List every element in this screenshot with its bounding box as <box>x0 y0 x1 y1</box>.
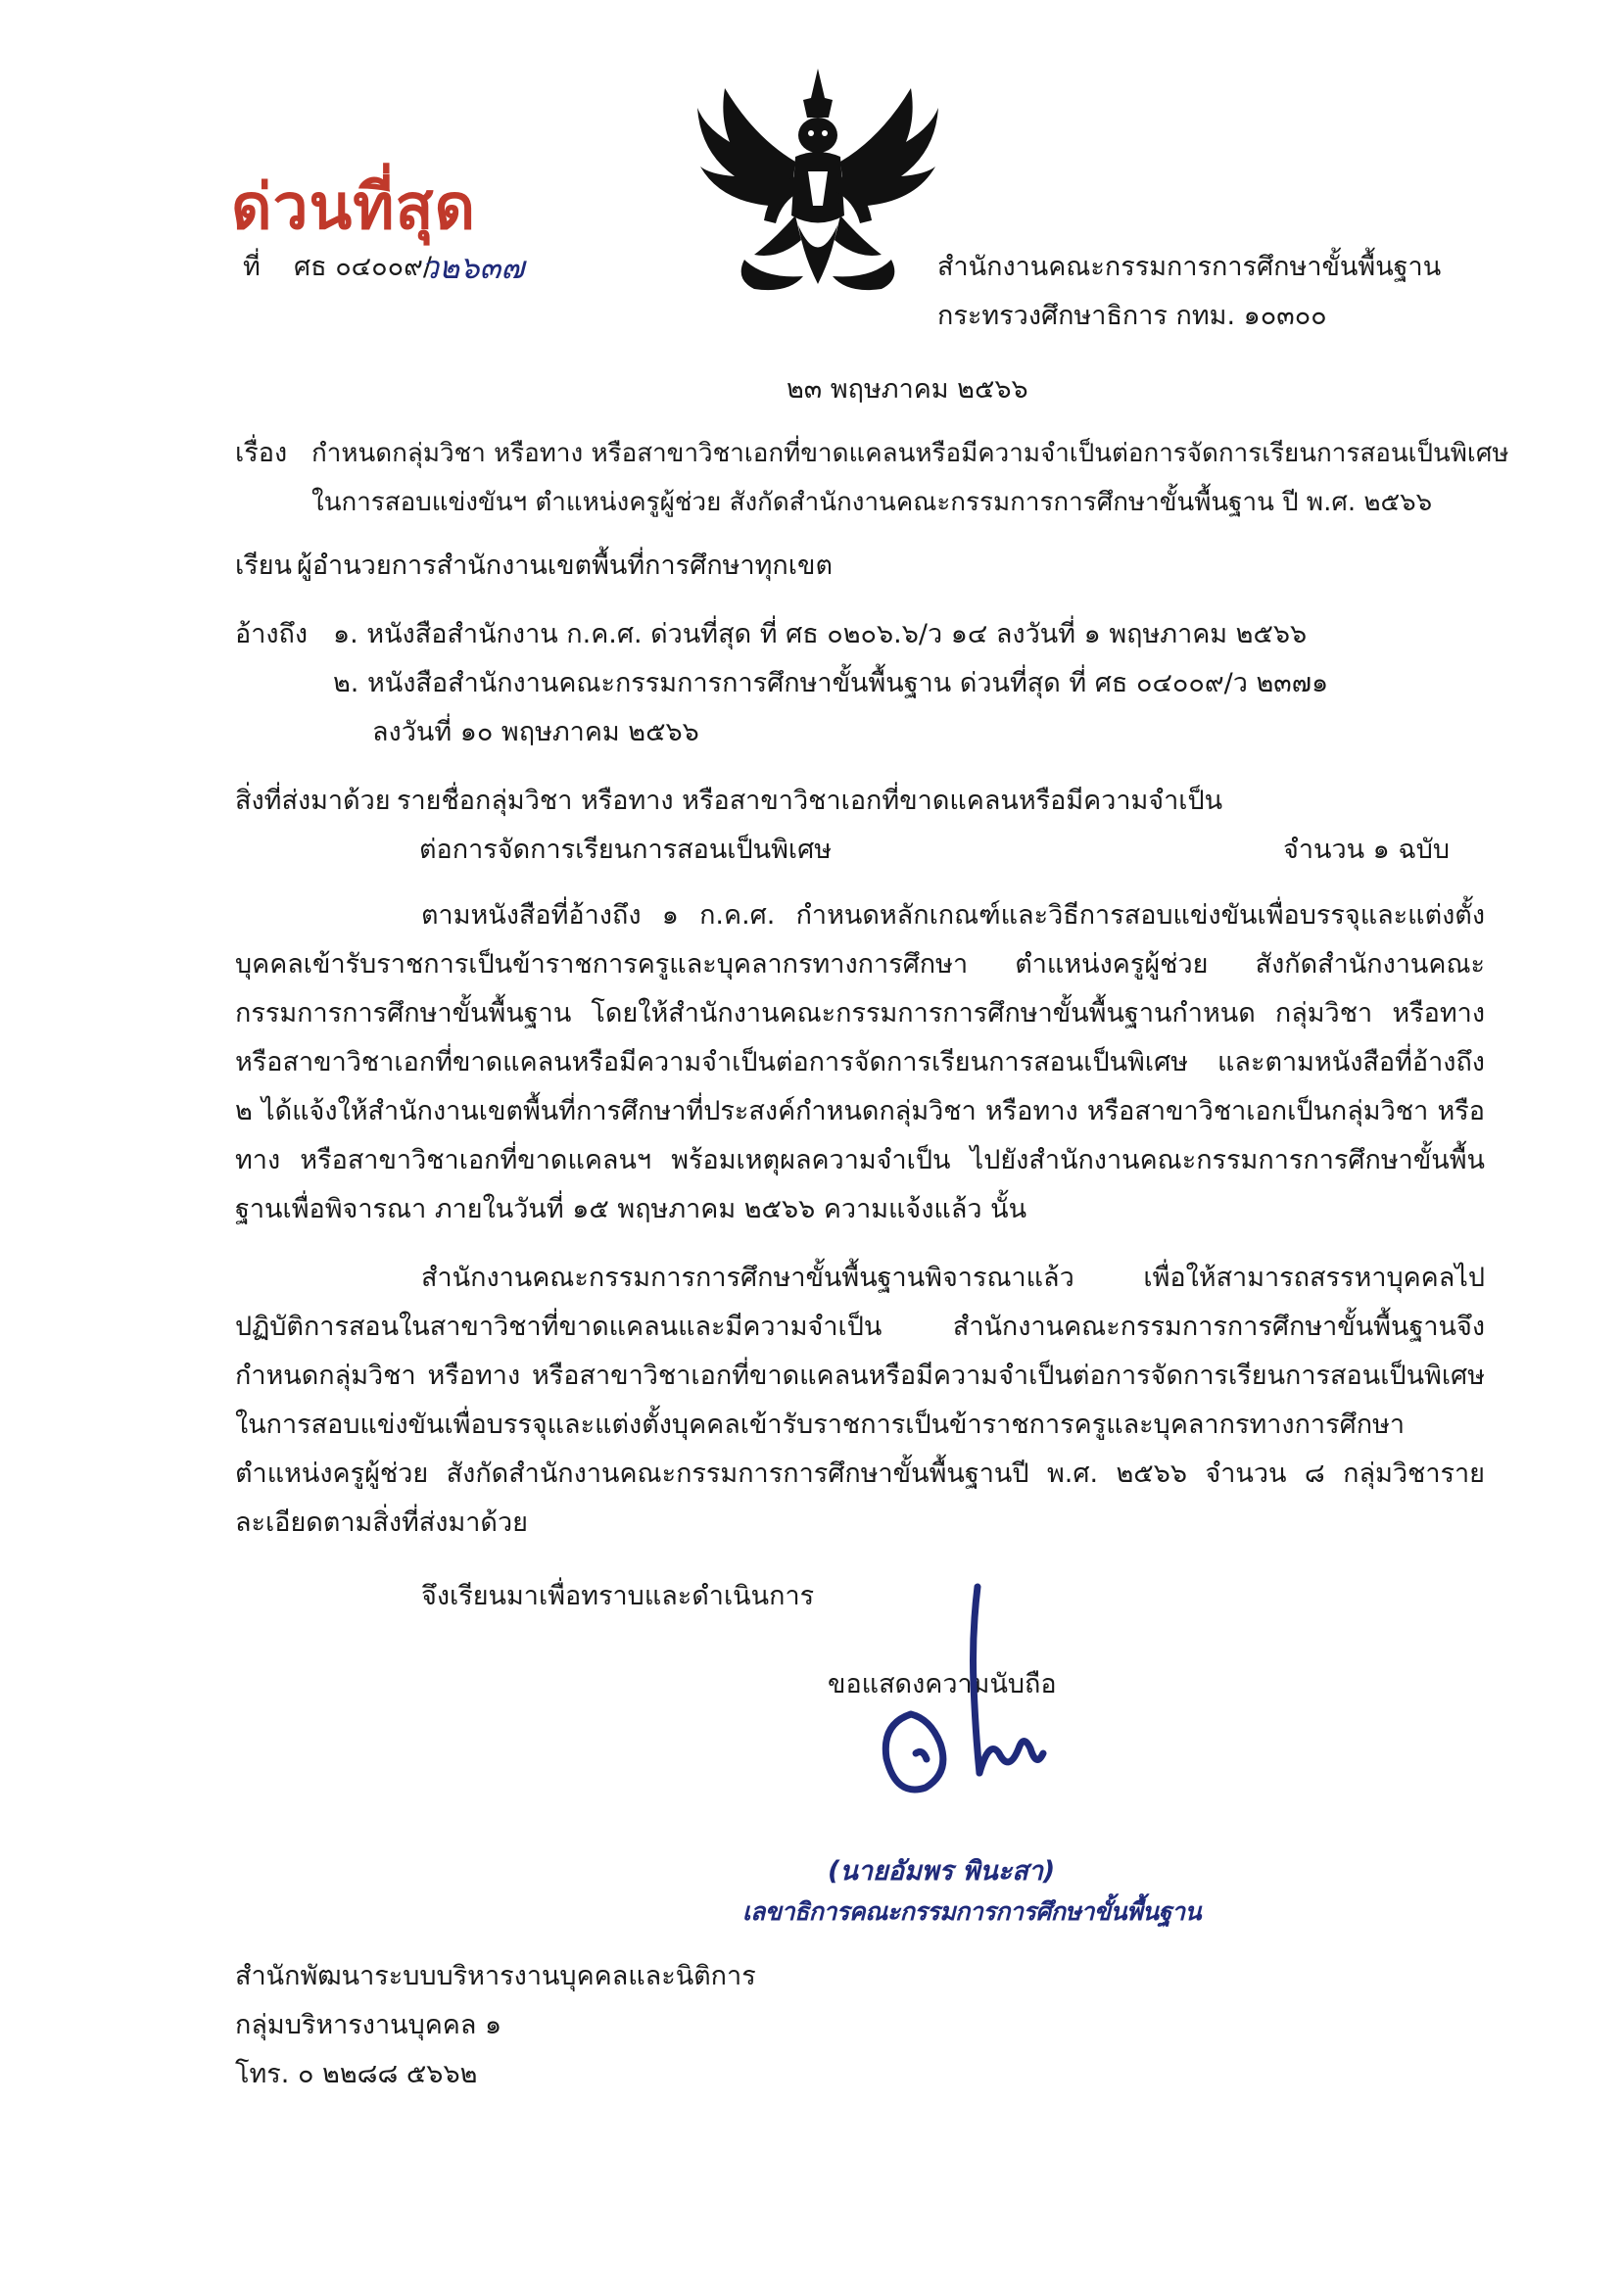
body-paragraph-1 <box>235 891 1485 1234</box>
reference-label: อ้างถึง <box>235 619 309 649</box>
subject-line-2: ในการสอบแข่งขันฯ ตำแหน่งครูผู้ช่วย สังกัดสำนักงานคณะกรรมการการศึกษาขั้นพื้นฐาน ปี พ.ศ. ๒๕๖๖ <box>311 488 1433 517</box>
handwritten-signature-icon <box>862 1577 1087 1822</box>
document-date: ๒๓ พฤษภาคม ๒๕๖๖ <box>787 374 1028 405</box>
closing-line: จึงเรียนมาเพื่อทราบและดำเนินการ <box>421 1581 815 1611</box>
subject-line-1: กำหนดกลุ่มวิชา หรือทาง หรือสาขาวิชาเอกที่ขาดแคลนหรือมีความจำเป็นต่อการจัดการเรียนการสอนเป็นพิเศษ <box>311 439 1509 468</box>
enclosure-line-1: รายชื่อกลุ่มวิชา หรือทาง หรือสาขาวิชาเอกที่ขาดแคลนหรือมีความจำเป็น <box>397 786 1223 816</box>
signer-name: (นายอัมพร พินะสา) <box>828 1856 1056 1887</box>
issuer-ministry: กระทรวงศึกษาธิการ กทม. ๑๐๓๐๐ <box>937 301 1327 331</box>
doc-number-prefix: ศธ ๐๔๐๐๙/ <box>294 252 432 282</box>
garuda-emblem-icon <box>686 59 950 323</box>
reference-2-line-1: ๒. หนังสือสำนักงานคณะกรรมการการศึกษาขั้นพื้นฐาน ด่วนที่สุด ที่ ศธ ๐๔๐๐๙/ว ๒๓๗๑ <box>333 668 1329 698</box>
reference-1: ๑. หนังสือสำนักงาน ก.ค.ศ. ด่วนที่สุด ที่ ศธ ๐๒๐๖.๖/ว ๑๔ ลงวันที่ ๑ พฤษภาคม ๒๕๖๖ <box>333 619 1308 649</box>
enclosure-count: จำนวน ๑ ฉบับ <box>1283 835 1451 865</box>
body-paragraph-1-text: ตามหนังสือที่อ้างถึง ๑ ก.ค.ศ. กำหนดหลักเกณฑ์และวิธีการสอบแข่งขันเพื่อบรรจุและแต่งตั้งบุคคลเข้ารับราชการเป็นข้าราชการครูและบุคลากรทางการศึกษา ตำแหน่งครูผู้ช่วย สังกัดสำนักงานคณะกรรมการการศึกษาขั้นพื้นฐาน โดยให้สำนักงานคณะกรรมการการศึกษาขั้นพื้นฐานกำหนด กลุ่มวิชา หรือทาง หรือสาขาวิชาเอกที่ขาดแคลนหรือมีความจำเป็นต่อการจัดการเรียนการสอนเป็นพิเศษ และตามหนังสือที่อ้างถึง ๒ ได้แจ้งให้สำนักงานเขตพื้นที่การศึกษาที่ประสงค์กำหนดกลุ่มวิชา หรือทาง หรือสาขาวิชาเอกเป็นกลุ่มวิชา หรือทาง หรือสาขาวิชาเอกที่ขาดแคลนฯ พร้อมเหตุผลความจำเป็น ไปยังสำนักงานคณะกรรมการการศึกษาขั้นพื้นฐานเพื่อพิจารณา ภายในวันที่ ๑๕ พฤษภาคม ๒๕๖๖ ความแจ้งแล้ว นั้น <box>235 900 1485 1224</box>
footer-department: สำนักพัฒนาระบบบริหารงานบุคคลและนิติการ <box>235 1961 756 1991</box>
signer-title: เลขาธิการคณะกรรมการการศึกษาขั้นพื้นฐาน <box>742 1897 1202 1926</box>
doc-number-label: ที่ <box>243 252 261 282</box>
urgency-stamp: ด่วนที่สุด <box>231 171 477 244</box>
enclosure-label: สิ่งที่ส่งมาด้วย <box>235 786 391 816</box>
reference-2-line-2: ลงวันที่ ๑๐ พฤษภาคม ๒๕๖๖ <box>372 717 699 747</box>
body-paragraph-2-text: สำนักงานคณะกรรมการการศึกษาขั้นพื้นฐานพิจารณาแล้ว เพื่อให้สามารถสรรหาบุคคลไปปฏิบัติการสอนในสาขาวิชาที่ขาดแคลนและมีความจำเป็น สำนักงานคณะกรรมการการศึกษาขั้นพื้นฐานจึงกำหนดกลุ่มวิชา หรือทาง หรือสาขาวิชาเอกที่ขาดแคลนหรือมีความจำเป็นต่อการจัดการเรียนการสอนเป็นพิเศษในการสอบแข่งขันเพื่อบรรจุและแต่งตั้งบุคคลเข้ารับราชการเป็นข้าราชการครูและบุคลากรทางการศึกษาตำแหน่งครูผู้ช่วย สังกัดสำนักงานคณะกรรมการการศึกษาขั้นพื้นฐานปี พ.ศ. ๒๕๖๖ จำนวน ๘ กลุ่มวิชารายละเอียดตามสิ่งที่ส่งมาด้วย <box>235 1263 1485 1538</box>
subject-label: เรื่อง <box>235 438 288 468</box>
footer-phone: โทร. ๐ ๒๒๘๘ ๕๖๖๒ <box>235 2059 478 2089</box>
to-label: เรียน <box>235 550 293 581</box>
issuer-office: สำนักงานคณะกรรมการการศึกษาขั้นพื้นฐาน <box>937 252 1442 282</box>
enclosure-line-2: ต่อการจัดการเรียนการสอนเป็นพิเศษ <box>419 835 833 865</box>
doc-number-handwritten: ว๒๖๓๗ <box>421 249 525 286</box>
footer-group: กลุ่มบริหารงานบุคคล ๑ <box>235 2010 502 2040</box>
regards: ขอแสดงความนับถือ <box>828 1669 1057 1699</box>
body-paragraph-2 <box>235 1254 1485 1548</box>
to-text: ผู้อำนวยการสำนักงานเขตพื้นที่การศึกษาทุกเขต <box>297 550 833 581</box>
